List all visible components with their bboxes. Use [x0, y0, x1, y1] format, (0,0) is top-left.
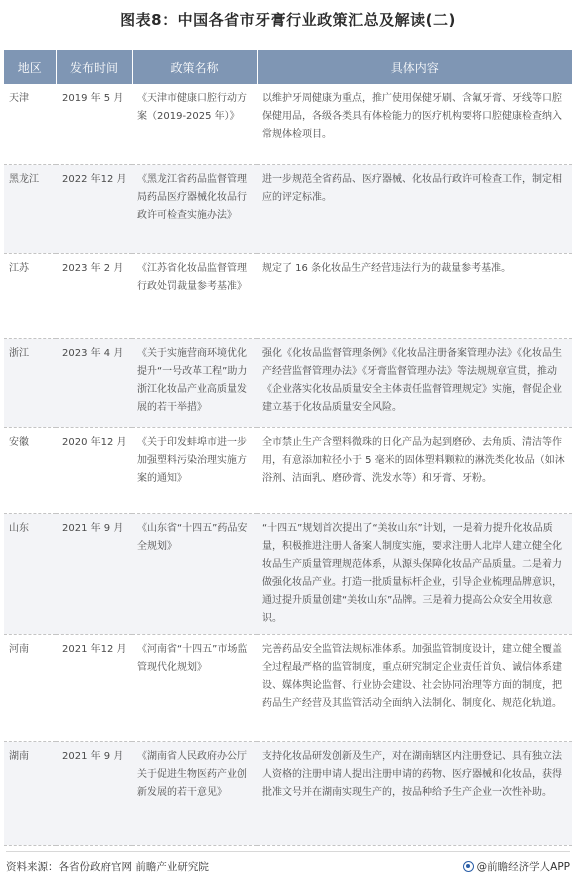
- cell-content: 强化《化妆品监督管理条例》《化妆品注册备案管理办法》《化妆品生产经营监督管理办法》《牙膏监督管理办法》等法规规章宣贯，推动《企业落实化妆品质量安全主体责任监督管理规定》实施，督促企业建立基于化妆品质量安全风险。: [257, 338, 572, 427]
- brand-logo-icon: [463, 861, 474, 872]
- header-content: 具体内容: [257, 50, 572, 84]
- cell-region: 安徽: [4, 427, 56, 513]
- cell-policy: 《江苏省化妆品监督管理行政处罚裁量参考基准》: [132, 253, 257, 338]
- source-note: 资料来源：各省份政府官网 前瞻产业研究院: [6, 861, 209, 873]
- cell-region: 江苏: [4, 253, 56, 338]
- table-row: [4, 634, 572, 741]
- cell-policy: 《湖南省人民政府办公厅关于促进生物医药产业创新发展的若干意见》: [132, 741, 257, 845]
- cell-region: 山东: [4, 513, 56, 634]
- cell-policy: 《黑龙江省药品监督管理局药品医疗器械化妆品行政许可检查实施办法》: [132, 164, 257, 253]
- table-row: [4, 253, 572, 338]
- cell-region: 天津: [4, 84, 56, 164]
- brand-credit: [463, 859, 570, 874]
- policy-table: [4, 50, 572, 846]
- cell-date: 2023 年 2 月: [56, 253, 132, 338]
- header-region: 地区: [4, 50, 56, 84]
- header-date: 发布时间: [56, 50, 132, 84]
- table-row: [4, 84, 572, 164]
- table-row: [4, 741, 572, 845]
- cell-content: 规定了 16 条化妆品生产经营违法行为的裁量参考基准。: [257, 253, 572, 338]
- cell-region: 河南: [4, 634, 56, 741]
- cell-content: “十四五”规划首次提出了“美妆山东”计划，一是着力提升化妆品质量，积极推进注册人备案人制度实施，要求注册人北岸人建立健全化妆品生产质量管理规范体系，从源头保障化妆品产品质量。二是着力做强化妆品产业。打造一批质量标杆企业，引导企业梳理品牌意识，通过提升质量创建“美妆山东”品牌。三是着力提高公众安全用妆意识。: [257, 513, 572, 634]
- chart-title: 图表8：中国各省市牙膏行业政策汇总及解读(二): [120, 11, 456, 29]
- table-row: [4, 338, 572, 427]
- cell-region: 黑龙江: [4, 164, 56, 253]
- table-row: [4, 164, 572, 253]
- cell-date: 2019 年 5 月: [56, 84, 132, 164]
- table-header-row: [4, 50, 572, 84]
- cell-date: 2021 年 9 月: [56, 513, 132, 634]
- table-row: [4, 513, 572, 634]
- cell-date: 2022 年12 月: [56, 164, 132, 253]
- cell-date: 2023 年 4 月: [56, 338, 132, 427]
- cell-content: 进一步规范全省药品、医疗器械、化妆品行政许可检查工作，制定相应的评定标准。: [257, 164, 572, 253]
- cell-policy: 《关于印发蚌埠市进一步加强塑料污染治理实施方案的通知》: [132, 427, 257, 513]
- cell-policy: 《山东省“十四五”药品安全规划》: [132, 513, 257, 634]
- brand-label: @前瞻经济学人APP: [476, 861, 570, 873]
- cell-region: 湖南: [4, 741, 56, 845]
- cell-content: 支持化妆品研发创新及生产，对在湖南辖区内注册登记、具有独立法人资格的注册申请人提出注册申请的药物、医疗器械和化妆品，获得批准文号并在湖南实现生产的，按品种给予生产企业一次性补助。: [257, 741, 572, 845]
- header-policy: 政策名称: [132, 50, 257, 84]
- cell-date: 2021 年12 月: [56, 634, 132, 741]
- cell-date: 2020 年12 月: [56, 427, 132, 513]
- cell-region: 浙江: [4, 338, 56, 427]
- cell-date: 2021 年 9 月: [56, 741, 132, 845]
- cell-content: 完善药品安全监管法规标准体系。加强监管制度设计，建立健全覆盖全过程最严格的监管制度，重点研究制定企业责任首负、诚信体系建设、媒体舆论监督、行业协会建设、社会协同治理等方面的制度，把药品生产经营及其监管活动全面纳入法制化、制度化、规范化轨道。: [257, 634, 572, 741]
- cell-policy: 《河南省“十四五”市场监管现代化规划》: [132, 634, 257, 741]
- cell-content: 以维护牙周健康为重点，推广使用保健牙刷、含氟牙膏、牙线等口腔保健用品，各级各类具有体检能力的医疗机构要将口腔健康检查纳入常规体检项目。: [257, 84, 572, 164]
- cell-content: 全市禁止生产含塑料微珠的日化产品为起到磨砂、去角质、清洁等作用，有意添加粒径小于 5 毫米的固体塑料颗粒的淋洗类化妆品（如沐浴剂、洁面乳、磨砂膏、洗发水等）和牙膏、牙粉。: [257, 427, 572, 513]
- table-row: [4, 427, 572, 513]
- footer: [6, 851, 570, 873]
- cell-policy: 《天津市健康口腔行动方案（2019-2025 年）》: [132, 84, 257, 164]
- cell-policy: 《关于实施营商环境优化提升“一号改革工程”助力浙江化妆品产业高质量发展的若干举措》: [132, 338, 257, 427]
